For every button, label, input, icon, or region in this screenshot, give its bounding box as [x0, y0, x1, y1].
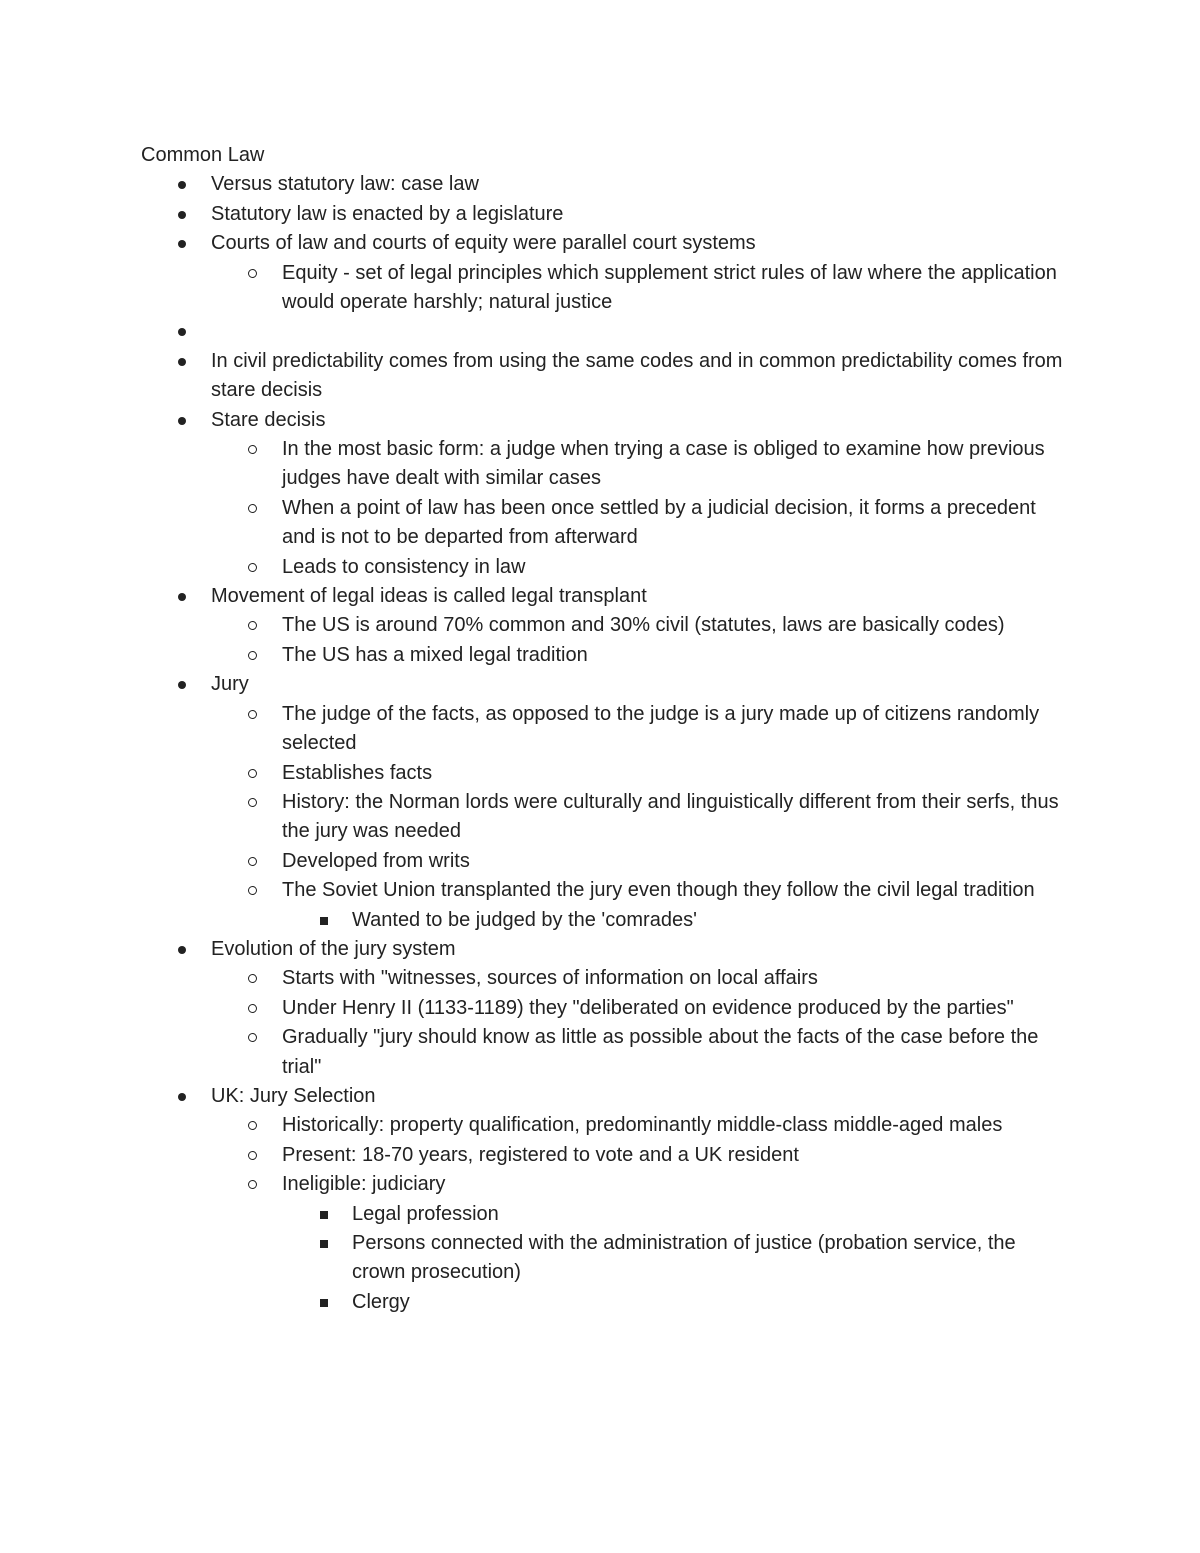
list-item-text: Legal profession [352, 1202, 499, 1225]
list-item [141, 759, 1071, 788]
list-item [141, 406, 1071, 435]
bullet-circle-icon [248, 504, 257, 513]
list-item-text: Under Henry II (1133-1189) they "deliberated on evidence produced by the parties" [282, 996, 1014, 1019]
list-item-text: Jury [211, 673, 249, 696]
bullet-circle-icon [248, 1180, 257, 1189]
bullet-circle-icon [248, 621, 257, 630]
bullet-square-icon [320, 1211, 328, 1219]
list-item-text: Persons connected with the administration of justice (probation service, the crown prosecution) [352, 1232, 1016, 1284]
list-item [141, 200, 1071, 229]
bullet-square-icon [320, 1240, 328, 1248]
list-item-text: The judge of the facts, as opposed to the judge is a jury made up of citizens randomly selected [282, 702, 1040, 755]
list-item-text: Versus statutory law: case law [211, 173, 479, 196]
list-item [141, 700, 1071, 759]
bullet-circle-icon [248, 651, 257, 660]
bullet-disc-icon [178, 681, 186, 689]
list-item-text: Ineligible: judiciary [282, 1173, 446, 1196]
bullet-circle-icon [248, 1004, 257, 1013]
list-item [141, 259, 1071, 318]
list-item-text: Statutory law is enacted by a legislature [211, 202, 564, 225]
list-item-text: Courts of law and courts of equity were parallel court systems [211, 232, 756, 255]
bullet-disc-icon [178, 946, 186, 954]
bullet-disc-icon [178, 181, 186, 189]
bullet-circle-icon [248, 1121, 257, 1130]
list-item [141, 1111, 1071, 1140]
list-item-text: Establishes facts [282, 761, 433, 784]
list-item [141, 1141, 1071, 1170]
list-item-text: Developed from writs [282, 849, 470, 872]
list-item-text: In the most basic form: a judge when trying a case is obliged to examine how previous judges have dealt with similar cases [282, 438, 1045, 490]
list-item [141, 229, 1071, 258]
bullet-disc-icon [178, 593, 186, 601]
bullet-circle-icon [248, 798, 257, 807]
list-item-text: Wanted to be judged by the 'comrades' [352, 908, 697, 931]
list-item-text: The US has a mixed legal tradition [282, 643, 588, 666]
list-item [141, 317, 1071, 346]
list-item-text: When a point of law has been once settled by a judicial decision, it forms a precedent and is not to be departed from afterward [282, 496, 1036, 549]
list-item [141, 641, 1071, 670]
list-item [141, 553, 1071, 582]
list-item [141, 611, 1071, 640]
list-item-text: UK: Jury Selection [211, 1084, 376, 1107]
bullet-circle-icon [248, 1151, 257, 1160]
list-item-text: Equity - set of legal principles which supplement strict rules of law where the application would operate harshly; natural justice [282, 261, 1057, 314]
list-item [141, 494, 1071, 553]
bullet-circle-icon [248, 857, 257, 866]
list-item [141, 347, 1071, 406]
list-item-text: The US is around 70% common and 30% civil (statutes, laws are basically codes) [282, 614, 1005, 637]
bullet-disc-icon [178, 211, 186, 219]
list-item-text: Starts with "witnesses, sources of information on local affairs [282, 967, 818, 990]
list-item [141, 1023, 1071, 1082]
list-item-text: Stare decisis [211, 408, 326, 431]
list-item-text: In civil predictability comes from using the same codes and in common predictability comes from stare decisis [211, 349, 1063, 402]
list-item [141, 788, 1071, 847]
list-item [141, 935, 1071, 964]
list-item [141, 1170, 1071, 1199]
bullet-circle-icon [248, 563, 257, 572]
list-item [141, 1229, 1071, 1288]
list-item-text: The Soviet Union transplanted the jury even though they follow the civil legal tradition [282, 879, 1035, 902]
bullet-square-icon [320, 917, 328, 925]
bullet-circle-icon [248, 974, 257, 983]
document-title: Common Law [141, 144, 265, 166]
bullet-circle-icon [248, 769, 257, 778]
bullet-circle-icon [248, 710, 257, 719]
list-item-text: History: the Norman lords were culturally and linguistically different from their serfs, thus the jury was needed [282, 790, 1059, 843]
list-item-text: Movement of legal ideas is called legal transplant [211, 585, 647, 608]
list-item [141, 1200, 1071, 1229]
list-item [141, 1288, 1071, 1317]
list-item-text: Evolution of the jury system [211, 937, 456, 960]
list-item [141, 582, 1071, 611]
bullet-disc-icon [178, 417, 186, 425]
list-item [141, 1082, 1071, 1111]
bullet-square-icon [320, 1299, 328, 1307]
bullet-disc-icon [178, 328, 186, 336]
list-item-text: Present: 18-70 years, registered to vote and a UK resident [282, 1143, 799, 1166]
list-item-text: Historically: property qualification, predominantly middle-class middle-aged males [282, 1114, 1003, 1137]
list-item-text: Clergy [352, 1290, 410, 1313]
bullet-circle-icon [248, 1033, 257, 1042]
list-item [141, 964, 1071, 993]
list-item [141, 670, 1071, 699]
bullet-circle-icon [248, 445, 257, 454]
list-item [141, 876, 1071, 905]
list-item [141, 994, 1071, 1023]
list-item [141, 906, 1071, 935]
bullet-list [141, 170, 1071, 1317]
bullet-disc-icon [178, 1093, 186, 1101]
list-item [141, 170, 1071, 199]
list-item-text: Leads to consistency in law [282, 555, 526, 578]
list-item [141, 847, 1071, 876]
document-page [141, 141, 1071, 1317]
bullet-disc-icon [178, 358, 186, 366]
list-item [141, 435, 1071, 494]
list-item-text: Gradually "jury should know as little as possible about the facts of the case before the trial" [282, 1026, 1039, 1078]
bullet-circle-icon [248, 886, 257, 895]
bullet-circle-icon [248, 269, 257, 278]
bullet-disc-icon [178, 240, 186, 248]
